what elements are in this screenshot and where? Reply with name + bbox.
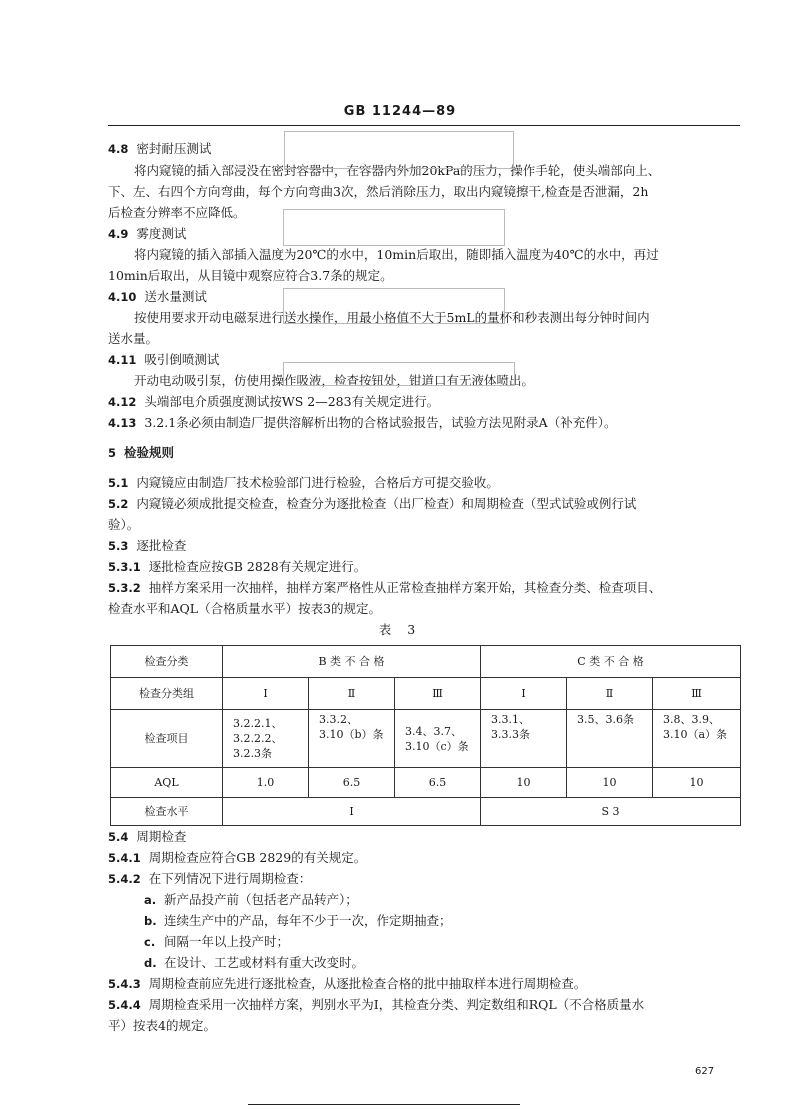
clause-text: 逐批检查 [136, 538, 187, 553]
clause-line [108, 933, 776, 951]
clause-text: 将内窥镜的插入部插入温度为20℃的水中，10min后取出，随即插入温度为40℃的水中，再过 [134, 247, 659, 262]
table-row [111, 710, 741, 768]
table-cell: 3.8、3.9、 3.10（a）条 [653, 710, 741, 768]
table-cell: 3.2.2.1、 3.2.2.2、 3.2.3条 [223, 710, 309, 768]
text-line [108, 516, 740, 534]
clause-line [108, 495, 740, 513]
table-cell: 3.5、3.6条 [567, 710, 653, 768]
clause-line [108, 954, 776, 972]
clause-text: 密封耐压测试 [136, 141, 212, 156]
clause-number: 4.13 [108, 416, 137, 430]
clause-number: 5.4.1 [108, 851, 141, 865]
table-cell: 3.3.2、 3.10（b）条 [309, 710, 395, 768]
clause-number: 5.3 [108, 539, 129, 553]
table-cell: Ⅰ [223, 678, 309, 710]
inspection-table [110, 645, 741, 826]
clause-number: 5.1 [108, 476, 129, 490]
clause-text: 周期检查 [136, 829, 187, 844]
clause-text: 间隔一年以上投产时； [164, 934, 290, 949]
text-line [108, 330, 740, 348]
scan-artifact-box [283, 288, 505, 324]
table-row [111, 678, 741, 710]
page-number: 627 [695, 1066, 715, 1077]
c-class-header: C 类 不 合 格 [481, 646, 741, 678]
clause-text: 抽样方案采用一次抽样，抽样方案严格性从正常检查抽样方案开始，其检查分类、检查项目、 [148, 580, 662, 595]
clause-text: 吸引倒喷测试 [144, 352, 220, 367]
row-label: 检查分类 [111, 646, 223, 678]
scan-artifact-box [284, 131, 514, 169]
clause-text: 检验规则 [124, 445, 175, 460]
table-cell: Ⅱ [309, 678, 395, 710]
table-caption: 表 3 [378, 622, 422, 637]
table-row [111, 646, 741, 678]
clause-text: 后检查分辨率不应降低。 [108, 205, 246, 220]
clause-number: 5.4 [108, 830, 129, 844]
text-line [108, 600, 740, 618]
clause-text: 送水量测试 [144, 289, 207, 304]
table-cell: Ⅲ [653, 678, 741, 710]
scan-artifact-box [283, 209, 505, 246]
clause-number: 5.3.1 [108, 560, 141, 574]
table-row [111, 768, 741, 798]
clause-line [108, 558, 740, 576]
clause-line [108, 870, 740, 888]
header-rule [108, 125, 740, 126]
table-cell: 1.0 [223, 768, 309, 798]
clause-number: 5.4.4 [108, 998, 141, 1012]
row-label: 检查项目 [111, 710, 223, 768]
clause-line [108, 444, 740, 462]
table-cell: 10 [481, 768, 567, 798]
clause-number: b. [144, 914, 157, 928]
clause-line [108, 414, 740, 432]
clause-number: 5.3.2 [108, 581, 141, 595]
clause-text: 新产品投产前（包括老产品转产）； [164, 892, 358, 907]
text-line [108, 1017, 740, 1035]
clause-text: 10min后取出，从目镜中观察应符合3.7条的规定。 [108, 268, 393, 283]
clause-text: 下、左、右四个方向弯曲，每个方向弯曲3次，然后消除压力，取出内窥镜擦干,检查是否泄漏，2h [108, 184, 649, 199]
scan-artifact-box [283, 362, 515, 386]
clause-line [108, 474, 740, 492]
clause-number: 4.8 [108, 142, 129, 156]
clause-number: 5.2 [108, 497, 129, 511]
standard-header: GB 11244—89 [343, 104, 457, 119]
text-line [108, 246, 766, 264]
clause-line [108, 537, 740, 555]
table-cell: 10 [567, 768, 653, 798]
clause-text: 内窥镜必须成批提交检查，检查分为逐批检查（出厂检查）和周期检查（型式试验或例行试 [136, 496, 637, 511]
clause-text: 按使用要求开动电磁泵进行送水操作，用最小格值不大于5mL的量杯和秒表测出每分钟时间内 [134, 310, 650, 325]
clause-line [108, 579, 740, 597]
table-cell: Ⅰ [481, 678, 567, 710]
table-cell: 6.5 [395, 768, 481, 798]
clause-number: 4.10 [108, 290, 137, 304]
table-cell: Ⅱ [567, 678, 653, 710]
clause-line [108, 828, 740, 846]
clause-number: 4.12 [108, 395, 137, 409]
table-cell: 10 [653, 768, 741, 798]
row-label: 检查水平 [111, 798, 223, 826]
clause-number: 5 [108, 446, 117, 460]
clause-text: 验）。 [108, 517, 140, 532]
clause-text: 平）按表4的规定。 [108, 1018, 216, 1033]
row-label: AQL [111, 768, 223, 798]
clause-text: 逐批检查应按GB 2828有关规定进行。 [148, 559, 367, 574]
c-level-cell: S 3 [481, 798, 741, 826]
clause-text: 送水量。 [108, 331, 159, 346]
text-line [108, 183, 740, 201]
clause-number: a. [144, 893, 157, 907]
table-cell: 6.5 [309, 768, 395, 798]
table-row [111, 798, 741, 826]
text-line [108, 267, 740, 285]
clause-line [108, 912, 776, 930]
clause-line [108, 849, 740, 867]
clause-text: 周期检查应符合GB 2829的有关规定。 [148, 850, 367, 865]
clause-number: d. [144, 956, 157, 970]
clause-text: 头端部电介质强度测试按WS 2—283有关规定进行。 [144, 394, 440, 409]
clause-text: 将内窥镜的插入部浸没在密封容器中，在容器内外加20kPa的压力，操作手轮，使头端部向上、 [134, 163, 661, 178]
table-cell: 3.3.1、 3.3.3条 [481, 710, 567, 768]
clause-text: 连续生产中的产品，每年不少于一次，作定期抽查； [164, 913, 452, 928]
row-label: 检查分类组 [111, 678, 223, 710]
clause-text: 周期检查采用一次抽样方案，判别水平为Ⅰ，其检查分类、判定数组和RQL（不合格质量水 [148, 997, 645, 1012]
clause-text: 在下列情况下进行周期检查： [148, 871, 312, 886]
b-level-cell: Ⅰ [223, 798, 481, 826]
table-cell: 3.4、3.7、 3.10（c）条 [395, 710, 481, 768]
clause-text: 开动电动吸引泵，仿使用操作吸液，检查按钮处，钳道口有无液体喷出。 [134, 373, 535, 388]
clause-line [108, 393, 740, 411]
clause-number: 5.4.2 [108, 872, 141, 886]
clause-number: 4.11 [108, 353, 137, 367]
clause-text: 内窥镜应由制造厂技术检验部门进行检验，合格后方可提交验收。 [136, 475, 499, 490]
clause-text: 雾度测试 [136, 226, 187, 241]
clause-text: 周期检查前应先进行逐批检查，从逐批检查合格的批中抽取样本进行周期检查。 [148, 976, 587, 991]
clause-line [108, 975, 740, 993]
bottom-rule [248, 1104, 520, 1105]
table-cell: Ⅲ [395, 678, 481, 710]
clause-text: 在设计、工艺或材料有重大改变时。 [164, 955, 365, 970]
clause-line [108, 996, 740, 1014]
clause-number: 5.4.3 [108, 977, 141, 991]
clause-line [108, 891, 776, 909]
clause-number: 4.9 [108, 227, 129, 241]
clause-text: 3.2.1条必须由制造厂提供溶解析出物的合格试验报告，试验方法见附录A（补充件）。 [144, 415, 617, 430]
b-class-header: B 类 不 合 格 [223, 646, 481, 678]
clause-number: c. [144, 935, 156, 949]
clause-text: 检查水平和AQL（合格质量水平）按表3的规定。 [108, 601, 382, 616]
